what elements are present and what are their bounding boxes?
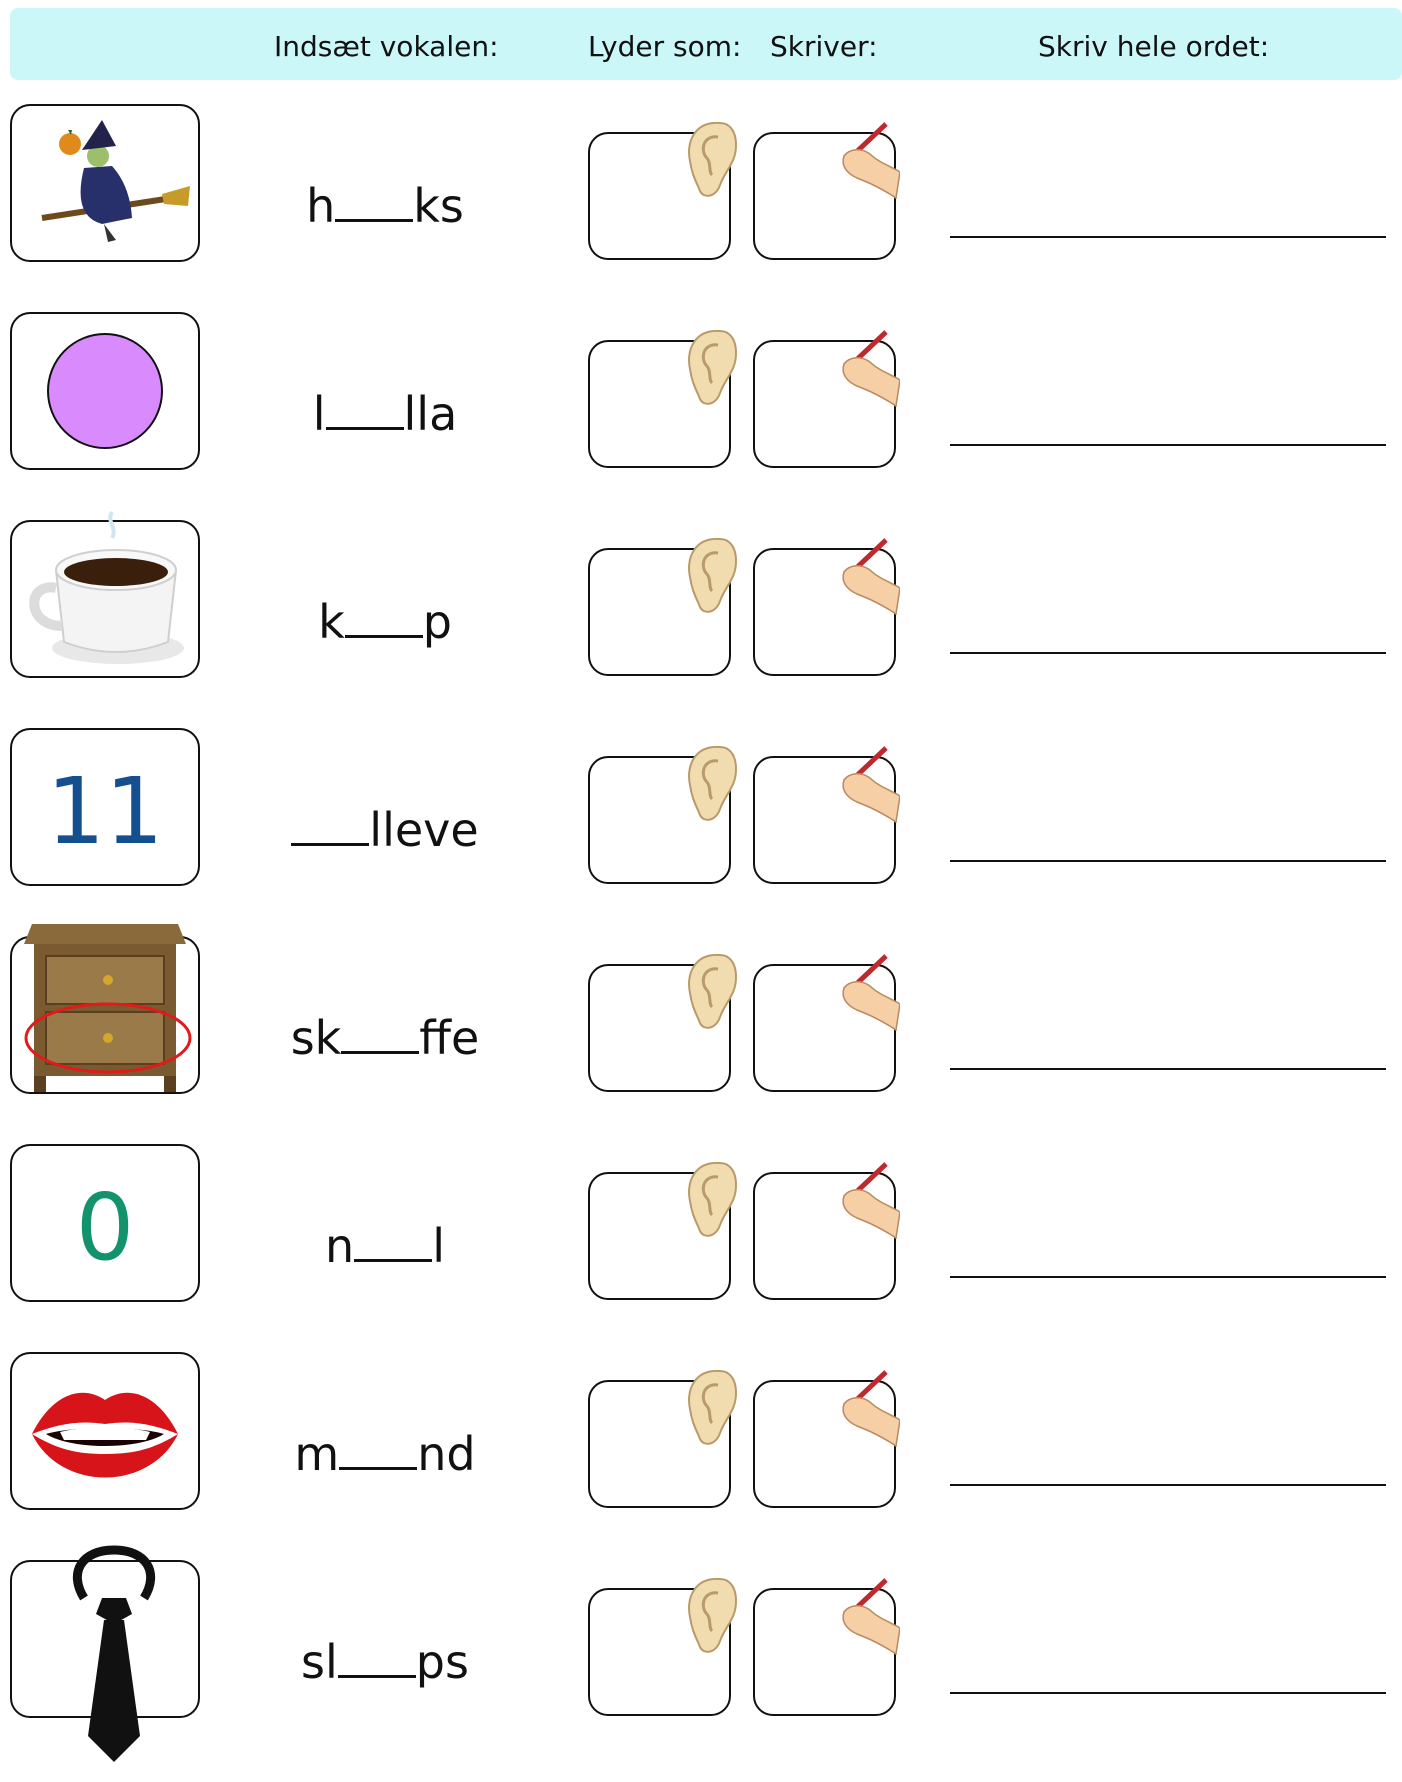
answer-line[interactable]: [950, 444, 1386, 446]
purple-circle-icon: [12, 314, 198, 468]
answer-line[interactable]: [950, 236, 1386, 238]
writing-hand-icon: [830, 1162, 900, 1242]
coffee-cup-icon: [12, 522, 198, 676]
ear-icon: [682, 1575, 738, 1655]
tie-icon: [12, 1562, 198, 1716]
exercise-row: [0, 104, 1402, 274]
nightstand-icon: [12, 938, 198, 1092]
header-sounds-like: Lyder som:: [588, 30, 742, 63]
picture-card: [10, 1352, 200, 1510]
word-with-blank: sk ffe: [290, 1011, 480, 1065]
writing-hand-icon: [830, 746, 900, 826]
answer-line[interactable]: [950, 1484, 1386, 1486]
ear-icon: [682, 119, 738, 199]
vowel-blank[interactable]: [354, 1221, 432, 1262]
picture-card: [10, 520, 200, 678]
picture-card: [10, 104, 200, 262]
ear-icon: [682, 951, 738, 1031]
number-zero: 0: [75, 1174, 135, 1281]
picture-card: [10, 1144, 200, 1302]
answer-line[interactable]: [950, 1692, 1386, 1694]
ear-icon: [682, 535, 738, 615]
vowel-blank[interactable]: [341, 1013, 419, 1054]
word-with-blank: n l: [325, 1219, 445, 1273]
writing-hand-icon: [830, 954, 900, 1034]
answer-line[interactable]: [950, 860, 1386, 862]
answer-line[interactable]: [950, 1276, 1386, 1278]
vowel-blank[interactable]: [291, 805, 369, 846]
vowel-blank[interactable]: [345, 597, 423, 638]
header-insert-vowel: Indsæt vokalen:: [274, 30, 499, 63]
exercise-row: [0, 936, 1402, 1106]
ear-icon: [682, 1367, 738, 1447]
header-write-word: Skriv hele ordet:: [1038, 30, 1270, 63]
header-writes: Skriver:: [770, 30, 878, 63]
picture-card: [10, 728, 200, 886]
writing-hand-icon: [830, 538, 900, 618]
exercise-row: [0, 1352, 1402, 1522]
exercise-row: [0, 520, 1402, 690]
writing-hand-icon: [830, 1370, 900, 1450]
word-with-blank: m nd: [294, 1427, 476, 1481]
number-eleven: 11: [46, 758, 164, 865]
picture-card: [10, 936, 200, 1094]
word-with-blank: sl ps: [301, 1635, 469, 1689]
ear-icon: [682, 743, 738, 823]
exercise-row: [0, 312, 1402, 482]
ear-icon: [682, 327, 738, 407]
exercise-row: [0, 728, 1402, 898]
exercise-row: [0, 1560, 1402, 1730]
word-with-blank: l lla: [312, 387, 458, 441]
lips-icon: [12, 1354, 198, 1508]
ear-icon: [682, 1159, 738, 1239]
writing-hand-icon: [830, 122, 900, 202]
picture-card: [10, 312, 200, 470]
word-with-blank: lleve: [240, 803, 530, 857]
picture-card: [10, 1560, 200, 1718]
vowel-blank[interactable]: [326, 389, 404, 430]
answer-line[interactable]: [950, 652, 1386, 654]
writing-hand-icon: [830, 330, 900, 410]
witch-icon: [12, 106, 198, 260]
vowel-blank[interactable]: [339, 1429, 417, 1470]
answer-line[interactable]: [950, 1068, 1386, 1070]
vowel-blank[interactable]: [338, 1637, 416, 1678]
exercise-row: [0, 1144, 1402, 1314]
word-with-blank: k p: [318, 595, 452, 649]
writing-hand-icon: [830, 1578, 900, 1658]
vowel-blank[interactable]: [335, 181, 413, 222]
word-with-blank: h ks: [306, 179, 464, 233]
